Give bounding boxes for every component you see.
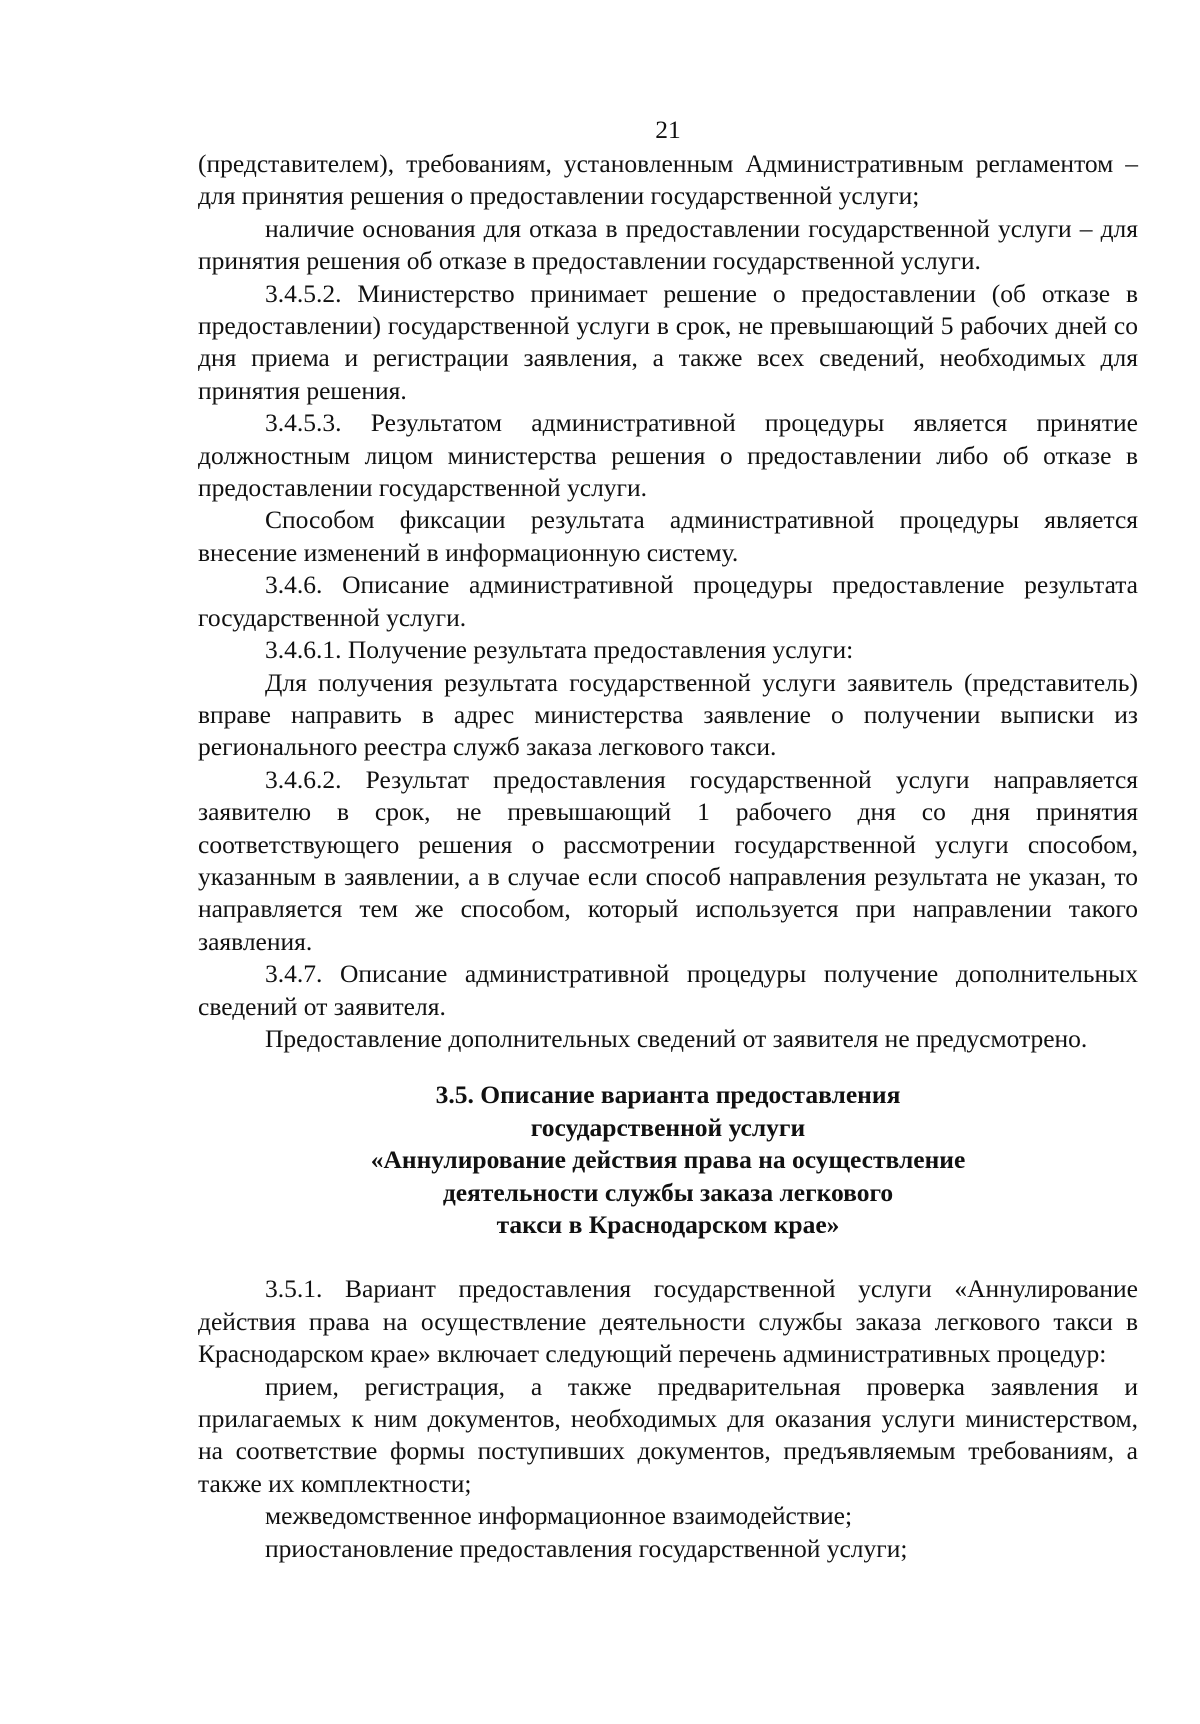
paragraph: Способом фиксации результата административной процедуры является внесение изменений в информационную систему. <box>198 505 1138 567</box>
section-heading <box>198 1079 1138 1241</box>
body-text-top <box>198 148 1138 1055</box>
paragraph: 3.4.5.3. Результатом административной процедуры является принятие должностным лицом министерства решения о предоставлении либо об отказе в предоставлении государственной услуги. <box>198 408 1138 503</box>
paragraph: межведомственное информационное взаимодействие; <box>265 1501 853 1531</box>
paragraph: (представителем), требованиям, установленным Административным регламентом – для принятия решения о предоставлении государственной услуги; <box>198 149 1138 211</box>
paragraph: 3.4.6.1. Получение результата предоставления услуги: <box>265 635 854 665</box>
paragraph: 3.4.7. Описание административной процедуры получение дополнительных сведений от заявителя. <box>198 959 1138 1021</box>
paragraph: 3.4.6. Описание административной процедуры предоставление результата государственной услуги. <box>198 570 1138 632</box>
heading-line: «Аннулирование действия права на осуществление <box>370 1145 966 1175</box>
paragraph: 3.5.1. Вариант предоставления государственной услуги «Аннулирование действия права на осуществление деятельности службы заказа легкового такси в Краснодарском крае» включает следующий перечень административных процедур: <box>198 1274 1138 1369</box>
heading-line: 3.5. Описание варианта предоставления <box>435 1080 901 1110</box>
document-page <box>198 112 1138 1565</box>
paragraph: Предоставление дополнительных сведений от заявителя не предусмотрено. <box>265 1023 1088 1053</box>
paragraph: 3.4.6.2. Результат предоставления государственной услуги направляется заявителю в срок, не превышающий 1 рабочего дня со дня принятия соответствующего решения о рассмотрении государственной услуги способом, указанным в заявлении, а в случае если способ направления результата не указан, то направляется тем же способом, который используется при направлении такого заявления. <box>198 764 1138 956</box>
body-text-bottom <box>198 1273 1138 1565</box>
paragraph: 3.4.5.2. Министерство принимает решение о предоставлении (об отказе в предоставлении) государственной услуги в срок, не превышающий 5 рабочих дней со дня приема и регистрации заявления, а также всех сведений, необходимых для принятия решения. <box>198 278 1138 405</box>
paragraph: приостановление предоставления государственной услуги; <box>265 1533 908 1563</box>
page-number: 21 <box>655 115 681 144</box>
heading-line: государственной услуги <box>530 1112 806 1142</box>
paragraph: Для получения результата государственной услуги заявитель (представитель) вправе направить в адрес министерства заявление о получении выписки из регионального реестра служб заказа легкового такси. <box>198 667 1138 762</box>
paragraph: прием, регистрация, а также предварительная проверка заявления и прилагаемых к ним документов, необходимых для оказания услуги министерством, на соответствие формы поступивших документов, предъявляемым требованиям, а также их комплектности; <box>198 1371 1138 1498</box>
heading-line: такси в Краснодарском крае» <box>496 1210 840 1239</box>
paragraph: наличие основания для отказа в предоставлении государственной услуги – для принятия решения об отказе в предоставлении государственной услуги. <box>198 213 1138 276</box>
heading-line: деятельности службы заказа легкового <box>442 1177 894 1207</box>
